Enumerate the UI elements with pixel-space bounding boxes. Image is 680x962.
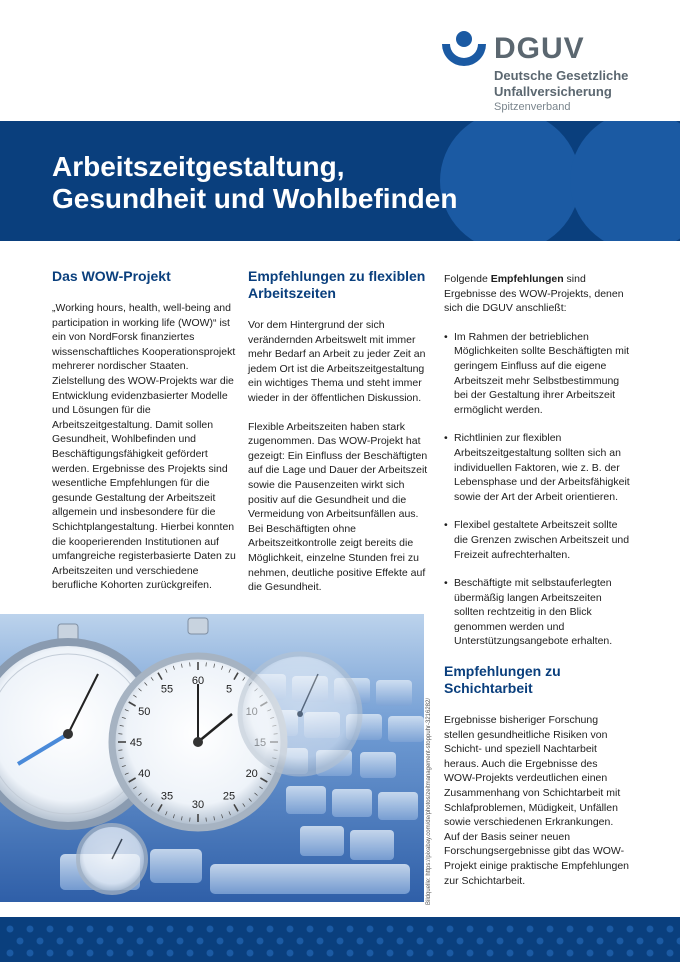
footer-dot bbox=[667, 950, 674, 957]
footer-dot bbox=[407, 950, 414, 957]
page-title bbox=[52, 151, 457, 215]
footer-dot bbox=[427, 950, 434, 957]
stopwatch-bottom bbox=[78, 825, 146, 893]
footer-dot bbox=[457, 938, 464, 945]
footer-dot bbox=[277, 938, 284, 945]
footer-dot bbox=[157, 938, 164, 945]
footer-dot bbox=[477, 938, 484, 945]
footer-dot bbox=[117, 938, 124, 945]
list-item: • Im Rahmen der betrieblichen Möglichkeiten sollte Beschäftigten mit geringem Einfluss auf die eigene Arbeitszeit mehr Selbstbestimmung bei der Gestaltung ihrer Arbeitszeit ermöglicht werden. bbox=[444, 330, 630, 418]
column-recommendations bbox=[444, 272, 630, 902]
dial-tick bbox=[206, 818, 207, 822]
footer-dot bbox=[577, 938, 584, 945]
logo-line-1: Deutsche Gesetzliche bbox=[494, 68, 629, 83]
footer-dot bbox=[657, 938, 664, 945]
footer-dot bbox=[447, 950, 454, 957]
banner-circle-decoration bbox=[570, 121, 680, 241]
footer-dot bbox=[497, 938, 504, 945]
footer-dot bbox=[147, 926, 154, 933]
footer-dot bbox=[527, 950, 534, 957]
column-wow-project bbox=[52, 268, 237, 607]
dial-number: 55 bbox=[160, 683, 174, 696]
footer-dot bbox=[327, 950, 334, 957]
dial-number: 5 bbox=[225, 683, 233, 696]
footer-dot bbox=[47, 926, 54, 933]
banner-circle-decoration bbox=[440, 121, 580, 241]
footer-dot bbox=[227, 926, 234, 933]
footer-dot bbox=[467, 926, 474, 933]
dial-number: 35 bbox=[160, 790, 174, 803]
footer-dot bbox=[647, 926, 654, 933]
list-item: • Flexibel gestaltete Arbeitszeit sollte die Grenzen zwischen Arbeitszeit und Freizeit aufrechterhalten. bbox=[444, 518, 630, 562]
footer-dot bbox=[527, 926, 534, 933]
dial-tick bbox=[190, 818, 191, 822]
footer-dot bbox=[597, 938, 604, 945]
flexible-hours-paragraph-2: Flexible Arbeitszeiten haben stark zugenommen. Das WOW-Projekt hat gezeigt: Ein Einfluss der Beschäftigten auf die Lage und Dauer der Arbeitszeit sowie die Pausenzeiten wirkt sich positiv auf die Gesundheit und die Vermeidung von Arbeitsunfällen aus. Bei Beschäftigten ohne Arbeitszeitkontrolle zeigt bereits die Möglichkeit, einzelne Stunden frei zu nehmen, deutliche positive Effekte auf die Gesundheit. bbox=[248, 420, 428, 594]
footer-dot bbox=[307, 926, 314, 933]
footer-dot bbox=[347, 926, 354, 933]
footer-dot bbox=[367, 950, 374, 957]
footer-dot bbox=[647, 950, 654, 957]
footer-dot bbox=[207, 926, 214, 933]
image-credit-text: Bildquelle: https://pixabay.com/de/photos/zeitmanagement-stoppuhr-3216282/ bbox=[426, 697, 432, 905]
dial-number: 20 bbox=[245, 768, 258, 780]
intro-text-start: Folgende bbox=[444, 273, 491, 285]
section-heading-flexible-hours: Empfehlungen zu flexiblen Arbeitszeiten bbox=[248, 268, 426, 301]
footer-dot-pattern bbox=[0, 921, 680, 961]
footer-dot bbox=[627, 950, 634, 957]
footer-dot bbox=[377, 938, 384, 945]
footer-dot bbox=[247, 926, 254, 933]
footer-dot bbox=[467, 950, 474, 957]
list-item: • Beschäftigte mit selbstauferlegten übermäßig langen Arbeitszeiten sollten rechtzeitig in den Blick genommen werden und Unterstützungsangebote erhalten. bbox=[444, 576, 630, 649]
intro-text-bold: Empfehlungen bbox=[490, 273, 564, 285]
footer-dot bbox=[307, 950, 314, 957]
footer-dot bbox=[287, 926, 294, 933]
footer-dot bbox=[167, 926, 174, 933]
dial-number: 25 bbox=[222, 790, 236, 803]
footer-dot bbox=[357, 938, 364, 945]
footer-dot bbox=[7, 926, 14, 933]
footer-dot bbox=[7, 950, 14, 957]
footer-dot bbox=[667, 926, 674, 933]
footer-dot bbox=[567, 926, 574, 933]
logo-line-3: Spitzenverband bbox=[494, 101, 571, 113]
footer-dot bbox=[267, 950, 274, 957]
footer-dot bbox=[327, 926, 334, 933]
footer-dot bbox=[417, 938, 424, 945]
footer-dot bbox=[267, 926, 274, 933]
title-banner bbox=[0, 121, 680, 241]
footer-dot bbox=[487, 950, 494, 957]
footer-dot bbox=[587, 926, 594, 933]
footer-dot bbox=[427, 926, 434, 933]
footer-dot bbox=[67, 926, 74, 933]
footer-dot bbox=[47, 950, 54, 957]
footer-dot bbox=[197, 938, 204, 945]
footer-dot bbox=[27, 950, 34, 957]
footer-dot bbox=[247, 950, 254, 957]
footer-dot bbox=[37, 938, 44, 945]
recommendations-intro bbox=[444, 272, 630, 316]
footer-dot bbox=[57, 938, 64, 945]
stopwatch-illustration bbox=[0, 614, 424, 902]
stopwatch-right bbox=[240, 654, 360, 774]
logo-line-2: Unfallversicherung bbox=[494, 84, 612, 99]
footer-dot bbox=[297, 938, 304, 945]
dguv-logo-icon bbox=[440, 30, 488, 70]
footer-dot bbox=[257, 938, 264, 945]
logo-name: DGUV bbox=[494, 32, 585, 65]
footer-dot bbox=[387, 926, 394, 933]
footer-dot bbox=[87, 950, 94, 957]
footer-dot bbox=[177, 938, 184, 945]
footer-dot bbox=[547, 950, 554, 957]
intro-text-end: sind Ergebnisse des WOW-Projekts, denen sich die DGUV anschließt: bbox=[444, 273, 624, 315]
footer-dot bbox=[557, 938, 564, 945]
section-heading-wow-project: Das WOW-Projekt bbox=[52, 268, 171, 284]
footer-dot bbox=[487, 926, 494, 933]
footer-dot bbox=[677, 938, 680, 945]
stopwatch-photo bbox=[0, 614, 424, 902]
footer-dot bbox=[127, 926, 134, 933]
footer-dot bbox=[547, 926, 554, 933]
footer-dot bbox=[287, 950, 294, 957]
page-title-line-1: Arbeitszeitgestaltung, bbox=[52, 151, 345, 182]
footer-dot bbox=[127, 950, 134, 957]
flexible-hours-paragraph-1: Vor dem Hintergrund der sich verändernden Arbeitswelt mit immer mehr Bedarf an Arbeit zu jeder Zeit an jedem Ort ist die Arbeitszeitgestaltung ein wichtiges Thema und steht immer wieder in der öffentlichen Diskussion. bbox=[248, 319, 426, 404]
footer-dot bbox=[517, 938, 524, 945]
footer-dot bbox=[507, 950, 514, 957]
footer-dot bbox=[447, 926, 454, 933]
footer-dot bbox=[17, 938, 24, 945]
dial-number: 40 bbox=[138, 768, 151, 780]
dial-tick bbox=[118, 734, 122, 735]
footer-dot bbox=[107, 950, 114, 957]
footer-dot bbox=[107, 926, 114, 933]
footer-dot bbox=[147, 950, 154, 957]
footer-dot bbox=[67, 950, 74, 957]
footer-dot bbox=[187, 926, 194, 933]
page-title-line-2: Gesundheit und Wohlbefinden bbox=[52, 183, 458, 214]
column-flexible-hours bbox=[248, 268, 434, 609]
footer-dot bbox=[367, 926, 374, 933]
footer-dot bbox=[397, 938, 404, 945]
footer-band bbox=[0, 917, 680, 962]
dial-tick bbox=[206, 662, 207, 666]
footer-dot bbox=[87, 926, 94, 933]
footer-dot bbox=[337, 938, 344, 945]
recommendations-list bbox=[444, 330, 630, 649]
footer-dot bbox=[437, 938, 444, 945]
dial-number: 30 bbox=[191, 799, 205, 811]
footer-dot bbox=[607, 950, 614, 957]
dial-number: 50 bbox=[138, 706, 151, 718]
footer-dot bbox=[607, 926, 614, 933]
dial-number: 60 bbox=[191, 675, 205, 687]
dial-tick bbox=[118, 750, 122, 751]
list-item: • Richtlinien zur flexiblen Arbeitszeitgestaltung sollten sich an individuellen Faktoren, wie z. B. der Lebensphase und der Arbeitsfähigkeit sowie der Art der Arbeit orientieren. bbox=[444, 431, 630, 504]
footer-dot bbox=[637, 938, 644, 945]
wow-project-text: „Working hours, health, well-being and participation in working life (WOW)“ ist ein von NordForsk finanziertes wissenschaftliches Kooperationsprojekt mehrerer nordischer Staaten. Zielstellung des WOW-Projekts war die Entwicklung evidenzbasierter Modelle und Lösungen für die Arbeitszeitgestaltung. Damit sollen Gesundheit, Wohlbefinden und Beschäftigungsfähigkeit gefördert werden. Ergebnisse des Projekts sind wesentliche Empfehlungen für die gesunde Gestaltung der Arbeitszeit allgemein und insbesondere für die Schichtplangestaltung. Hierbei konnten die kooperierenden Institutionen auf umfangreiche registerbasierte Daten zu Arbeitszeiten und verschiedene berufliche Kohorten zurückgreifen. bbox=[52, 302, 236, 592]
footer-dot bbox=[27, 926, 34, 933]
footer-dot bbox=[167, 950, 174, 957]
footer-dot bbox=[567, 950, 574, 957]
dguv-logo bbox=[440, 24, 670, 124]
footer-dot bbox=[407, 926, 414, 933]
footer-dot bbox=[347, 950, 354, 957]
footer-dot bbox=[507, 926, 514, 933]
footer-dot bbox=[587, 950, 594, 957]
footer-dot bbox=[317, 938, 324, 945]
footer-dot bbox=[227, 950, 234, 957]
footer-dot bbox=[617, 938, 624, 945]
footer-dot bbox=[207, 950, 214, 957]
footer-dot bbox=[627, 926, 634, 933]
footer-dot bbox=[77, 938, 84, 945]
footer-dot bbox=[187, 950, 194, 957]
footer-dot bbox=[137, 938, 144, 945]
footer-dot bbox=[387, 950, 394, 957]
shift-work-text: Ergebnisse bisheriger Forschung stellen gesundheitliche Risiken von Schicht- und speziell Nachtarbeit heraus. Auch die Ergebnisse des WOW-Projekts verdeutlichen einen Zusammenhang von Schichtarbeit mit Schlafproblemen, Müdigkeit, Unfällen sowie verschiedenen Erkrankungen. Auf der Basis seiner neuen Forschungsergebnisse gibt das WOW-Projekt einige praktische Empfehlungen zur Schichtarbeit. bbox=[444, 714, 630, 887]
section-heading-shift-work: Empfehlungen zu Schichtarbeit bbox=[444, 663, 561, 697]
footer-dot bbox=[537, 938, 544, 945]
footer-dot bbox=[217, 938, 224, 945]
footer-dot bbox=[97, 938, 104, 945]
image-credit bbox=[426, 655, 438, 905]
footer-dot bbox=[237, 938, 244, 945]
dial-number: 45 bbox=[129, 737, 143, 749]
dial-tick bbox=[190, 662, 191, 666]
